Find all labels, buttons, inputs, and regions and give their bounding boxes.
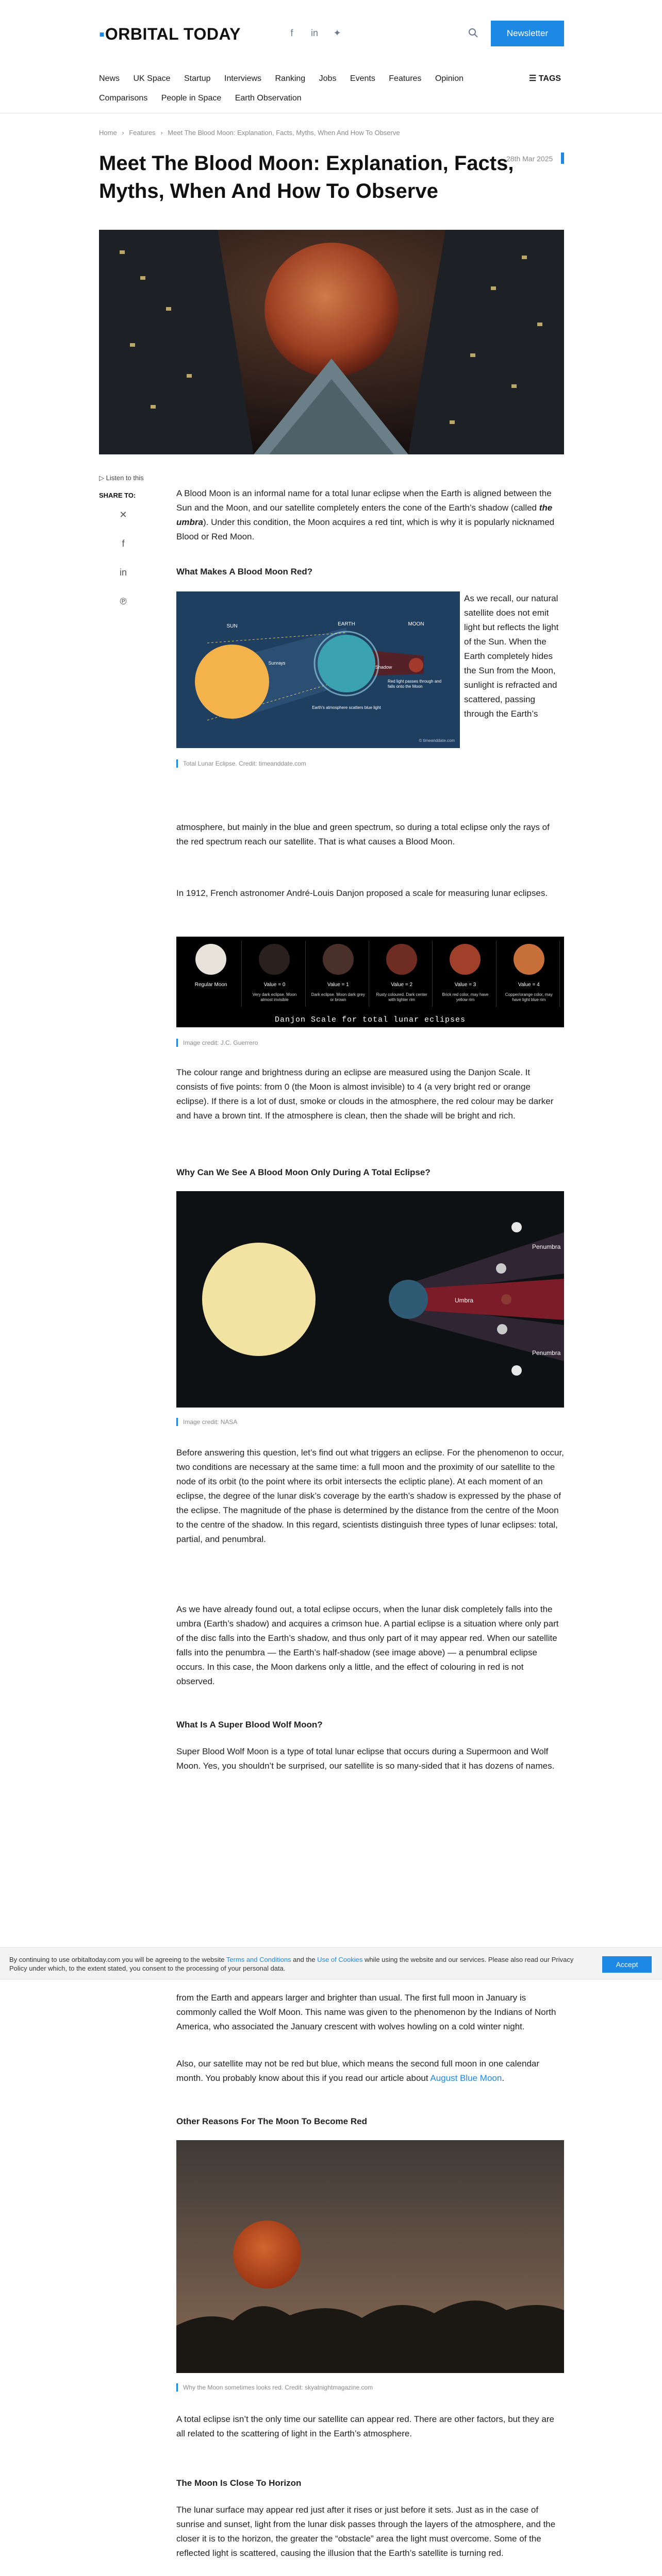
hero-image xyxy=(99,230,564,454)
breadcrumb xyxy=(99,129,403,137)
danjon-value-label: Value = 2 xyxy=(391,982,413,988)
danjon-panel xyxy=(435,941,496,1007)
danjon-scale-image xyxy=(176,937,564,1027)
play-icon: ▷ xyxy=(99,474,106,482)
other-reasons-paragraph: A total eclipse isn’t the only time our satellite can appear red. There are other factors, but they are all related to the scattering of light in the Earth’s atmosphere. xyxy=(176,2414,554,2438)
page-title: Meet The Blood Moon: Explanation, Facts, Myths, When And How To Observe xyxy=(99,152,514,202)
nav-item-events[interactable]: Events xyxy=(350,74,375,83)
diagram-label-shadow: Shadow xyxy=(375,665,392,670)
danjon-scale-paragraph: The colour range and brightness during an eclipse are measured using the Danjon Scale. It consists of five points: from 0 (the Moon is almost invisible) to 4 (a very bright red or orange eclipse). If there is a lot of dust, smoke or clouds in the atmosphere, the red colour may be darker and have a brown tint. If the atmosphere is clean, then the shade will be bright and rich. xyxy=(176,1067,554,1121)
image-caption: Total Lunar Eclipse. Credit: timeanddate.com xyxy=(176,759,383,768)
wolf-paragraph-b: from the Earth and appears larger and brighter than usual. The first full moon in January is commonly called the Wolf Moon. This name was given to the phenomenon by the Indians of North America, who associated the January crescent with wolves howling on a cold winter night. xyxy=(176,1993,556,2031)
diagram-label-penumbra-bottom: Penumbra xyxy=(532,1349,561,1357)
diagram-label-red-light: Red light passes through and falls onto the Moon xyxy=(388,679,442,689)
publish-date: 28th Mar 2025 xyxy=(506,155,553,163)
heading-why-total-eclipse: Why Can We See A Blood Moon Only During A Total Eclipse? xyxy=(176,1167,431,1177)
nav-item-comparisons[interactable]: Comparisons xyxy=(99,94,148,103)
diagram-label-moon: MOON xyxy=(408,621,424,627)
share-pinterest-icon[interactable]: ℗ xyxy=(120,596,127,606)
danjon-description: Rusty coloured. Dark center with lighter rim xyxy=(376,992,427,1002)
total-lunar-eclipse-diagram xyxy=(176,591,460,748)
moon-swatch xyxy=(386,944,417,975)
share-x-icon[interactable]: ✕ xyxy=(119,510,127,520)
danjon-panel xyxy=(244,941,305,1007)
diagram-credit: © timeanddate.com xyxy=(419,738,455,743)
cookies-link[interactable]: Use of Cookies xyxy=(317,1956,363,1963)
danjon-description: Very dark eclipse. Moon almost invisible xyxy=(252,992,297,1002)
danjon-value-label: Value = 0 xyxy=(263,982,286,988)
search-icon[interactable] xyxy=(467,27,479,39)
linkedin-icon[interactable]: in xyxy=(310,28,318,38)
danjon-description: Copper/orange color, may have light blue rim xyxy=(505,992,553,1002)
breadcrumb-home[interactable]: Home xyxy=(99,129,117,137)
secondary-nav xyxy=(99,94,313,103)
moon-swatch xyxy=(195,944,226,975)
nav-item-startup[interactable]: Startup xyxy=(184,74,211,83)
red-side-paragraph: As we recall, our natural satellite does not emit light but reflects the light of the Sun. When the Earth completely hides the Sun from the Moon, sunlight is refracted and scattered, passing through the Earth’s xyxy=(464,594,559,719)
danjon-panel xyxy=(371,941,433,1007)
danjon-panel xyxy=(308,941,369,1007)
site-logo[interactable]: ▪ORBITAL TODAY xyxy=(99,25,241,43)
breadcrumb-separator: › xyxy=(160,129,163,137)
red-rest-paragraph: atmosphere, but mainly in the blue and green spectrum, so during a total eclipse only the rays of the red spectrum reach our satellite. That is what causes a Blood Moon. xyxy=(176,822,550,846)
why-paragraph-2: As we have already found out, a total eclipse occurs, when the lunar disk completely falls into the umbra (Earth’s shadow) and acquires a crimson hue. A partial eclipse is a situation where only part of the disc falls into the Earth’s shadow, and thus only part of it may appear red. When our satellite falls into the penumbra — the Earth’s half-shadow (see image above) — a penumbral eclipse occurs. In this case, the Moon darkens only a little, and the effect of colouring in red is not observed. xyxy=(176,1604,559,1686)
diagram-label-umbra: Umbra xyxy=(455,1297,474,1304)
diagram-label-earth: EARTH xyxy=(338,621,355,627)
wolf-paragraph-a: Super Blood Wolf Moon is a type of total lunar eclipse that occurs during a Supermoon and Wolf Moon. Yes, you shouldn’t be surprised, our satellite is so many-sided that it has dozens of names. xyxy=(176,1747,555,1771)
breadcrumb-current: Meet The Blood Moon: Explanation, Facts, Myths, When And How To Observe xyxy=(168,129,400,137)
share-facebook-icon[interactable]: f xyxy=(122,538,125,549)
danjon-value-label: Value = 1 xyxy=(327,982,349,988)
nav-item-ranking[interactable]: Ranking xyxy=(275,74,306,83)
facebook-icon[interactable]: f xyxy=(290,28,293,38)
diagram-label-sun: SUN xyxy=(226,623,238,629)
nav-item-interviews[interactable]: Interviews xyxy=(224,74,262,83)
moon-swatch xyxy=(259,944,290,975)
red-moon-photo xyxy=(176,2140,564,2373)
date-accent-bar xyxy=(561,152,564,164)
image-caption: Image credit: J.C. Guerrero xyxy=(176,1039,331,1047)
site-header xyxy=(0,0,662,113)
diagram-label-sunrays: Sunrays xyxy=(268,660,286,666)
intro-paragraph: A Blood Moon is an informal name for a total lunar eclipse when the Earth is aligned between the Sun and the Moon, and our satellite completely enters the cone of the Earth’s shadow (called the umbra). Under this condition, the Moon acquires a red tint, which is why it is popularly nicknamed Blood or Red Moon. xyxy=(176,488,555,541)
danjon-value-label: Regular Moon xyxy=(194,982,227,988)
terms-link[interactable]: Terms and Conditions xyxy=(226,1956,291,1963)
danjon-description: Dark eclipse. Moon dark grey or brown xyxy=(311,992,365,1002)
nav-item-opinion[interactable]: Opinion xyxy=(435,74,464,83)
diagram-label-penumbra-top: Penumbra xyxy=(532,1243,561,1250)
breadcrumb-separator: › xyxy=(122,129,124,137)
share-linkedin-icon[interactable]: in xyxy=(119,567,127,578)
breadcrumb-features[interactable]: Features xyxy=(129,129,156,137)
hamburger-icon: ☰ xyxy=(529,74,539,83)
share-label: SHARE TO: xyxy=(99,492,136,499)
heading-close-to-horizon: The Moon Is Close To Horizon xyxy=(176,2478,302,2488)
danjon-value-label: Value = 4 xyxy=(518,982,540,988)
nav-item-people-in-space[interactable]: People in Space xyxy=(161,94,222,103)
why-paragraph-1: Before answering this question, let’s find out what triggers an eclipse. For the phenomenon to occur, two conditions are necessary at the same time: a full moon and the proximity of our satellite to the node of its orbit (to the point where its orbit intersects the ecliptic plane). At each moment of an eclipse, the degree of the lunar disk’s coverage by the earth’s shadow is expressed by the phase of the eclipse. The magnitude of the phase is determined by the distance from the centre of the Moon to the centre of the shadow. In this regard, scientists distinguish three types of lunar eclipses: total, partial, and penumbral. xyxy=(176,1448,564,1544)
newsletter-button[interactable]: Newsletter xyxy=(491,21,564,46)
cookie-banner xyxy=(0,1947,662,1979)
listen-button[interactable]: ▷ Listen to this xyxy=(99,474,144,482)
horizon-paragraph: The lunar surface may appear red just after it rises or just before it sets. Just as in the case of sunrise and sunset, light from the lunar disk passes through the layers of the atmosphere, and the closer it is to the horizon, the greater the “obstacle” area the light must overcome. Some of the reflected light is scattered, causing the illusion that the Earth’s satellite is turning red. xyxy=(176,2505,556,2558)
danjon-value-label: Value = 3 xyxy=(454,982,476,988)
heading-what-makes-red: What Makes A Blood Moon Red? xyxy=(176,567,313,577)
diagram-label-atmosphere: Earth's atmosphere scatters blue light xyxy=(312,705,381,710)
nav-item-earth-observation[interactable]: Earth Observation xyxy=(235,94,302,103)
twitter-icon[interactable]: ✦ xyxy=(333,28,341,38)
danjon-scale-title: Danjon Scale for total lunar eclipses xyxy=(274,1015,466,1024)
image-caption: Image credit: NASA xyxy=(176,1418,331,1426)
moon-swatch xyxy=(514,944,544,975)
tags-toggle[interactable]: ☰ TAGS xyxy=(529,74,561,83)
heading-other-reasons: Other Reasons For The Moon To Become Red xyxy=(176,2116,367,2126)
heading-super-blood-wolf-moon: What Is A Super Blood Wolf Moon? xyxy=(176,1720,323,1730)
moon-swatch xyxy=(450,944,481,975)
share-sidebar xyxy=(99,474,145,625)
danjon-description: Brick red color, may have yellow rim xyxy=(442,992,489,1002)
danjon-panel xyxy=(499,941,560,1007)
danjon-intro-paragraph: In 1912, French astronomer André-Louis Danjon proposed a scale for measuring lunar eclipses. xyxy=(176,888,548,898)
blue-moon-paragraph: Also, our satellite may not be red but blue, which means the second full moon in one calendar month. You probably know about this if you read our article about August Blue Moon. xyxy=(176,2059,540,2083)
nav-item-features[interactable]: Features xyxy=(389,74,422,83)
umbra-penumbra-diagram xyxy=(176,1191,564,1408)
nav-item-uk-space[interactable]: UK Space xyxy=(133,74,171,83)
image-caption: Why the Moon sometimes looks red. Credit: skyatnightmagazine.com xyxy=(176,2383,434,2392)
august-blue-moon-link[interactable]: August Blue Moon xyxy=(430,2073,502,2083)
nav-item-news[interactable]: News xyxy=(99,74,120,83)
main-nav xyxy=(99,74,475,83)
accept-cookies-button[interactable]: Accept xyxy=(602,1956,652,1973)
cookie-text: By continuing to use orbitaltoday.com you will be agreeing to the website Terms and Conditions and the Use of Cookies while using the website and our services. Please also read our Privacy Policy under which, to the extent stated, you consent to the processing of your personal data. xyxy=(9,1956,574,1972)
danjon-panel xyxy=(180,941,242,1007)
nav-item-jobs[interactable]: Jobs xyxy=(319,74,337,83)
moon-swatch xyxy=(323,944,354,975)
